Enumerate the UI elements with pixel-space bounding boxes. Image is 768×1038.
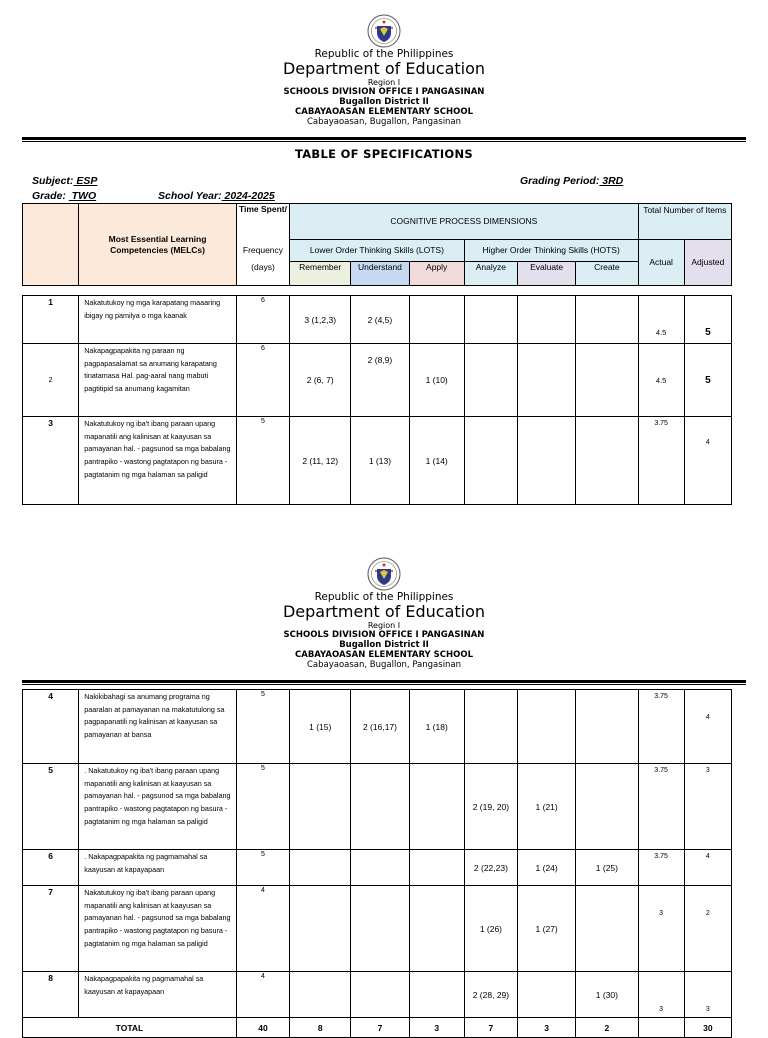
adjusted-cell: 4 bbox=[684, 690, 731, 764]
grade-label: Grade: bbox=[32, 190, 66, 202]
row-number: 6 bbox=[23, 850, 79, 886]
table-row bbox=[23, 972, 732, 1018]
table-row bbox=[23, 850, 732, 886]
adjusted-cell: 5 bbox=[684, 296, 731, 344]
understand-cell bbox=[351, 972, 409, 1018]
header-divider-thin bbox=[22, 684, 746, 685]
evaluate-cell: 1 (24) bbox=[518, 850, 576, 886]
days-cell: 5 bbox=[236, 850, 289, 886]
page1-letterhead bbox=[0, 14, 768, 127]
analyze-cell: 1 (26) bbox=[464, 886, 517, 972]
evaluate-cell: 1 (21) bbox=[518, 764, 576, 850]
actual-cell: 3 bbox=[638, 972, 684, 1018]
days-header: (days) bbox=[236, 262, 289, 286]
page2-letterhead bbox=[0, 557, 768, 670]
apply-cell bbox=[409, 296, 464, 344]
district-text: Bugallon District II bbox=[339, 640, 429, 650]
melc-header: Most Essential Learning Competencies (MELCs) bbox=[79, 204, 237, 286]
actual-cell: 3.75 bbox=[638, 850, 684, 886]
lots-header: Lower Order Thinking Skills (LOTS) bbox=[290, 240, 465, 262]
table-row bbox=[23, 764, 732, 850]
row-number: 8 bbox=[23, 972, 79, 1018]
division-text: SCHOOLS DIVISION OFFICE I PANGASINAN bbox=[283, 630, 485, 640]
subject-label: Subject: bbox=[32, 175, 74, 187]
evaluate-cell bbox=[518, 417, 576, 505]
evaluate-cell bbox=[518, 296, 576, 344]
remember-cell bbox=[290, 886, 351, 972]
melc-cell: . Nakatutukoy ng iba't ibang paraan upang mapanatili ang kalinisan at kaayusan sa pamayanan hal. - pagsunod sa mga babalang pantrapiko - wastong pagtatapon ng basura - pagtatanim ng mga halaman sa paligid bbox=[79, 764, 237, 850]
melc-cell: Nakatutukoy ng iba't ibang paraan upang mapanatili ang kalinisan at kaayusan sa pamayanan hal. - pagsunod sa mga babalang pantrapiko - wastong pagtatapon ng basura - pagtatanim ng mga halaman sa paligid bbox=[79, 886, 237, 972]
header-divider bbox=[22, 680, 746, 683]
apply-cell bbox=[409, 886, 464, 972]
region-text: Region I bbox=[367, 621, 401, 630]
total-actual bbox=[638, 1018, 684, 1038]
melc-cell: Nakatutukoy ng mga karapatang maaaring ibigay ng pamilya o mga kaanak bbox=[79, 296, 237, 344]
remember-cell bbox=[290, 764, 351, 850]
actual-cell: 4.5 bbox=[638, 344, 684, 417]
table-row bbox=[23, 690, 732, 764]
total-understand: 7 bbox=[351, 1018, 409, 1038]
adjusted-header: Adjusted bbox=[684, 240, 731, 286]
understand-cell bbox=[351, 764, 409, 850]
deped-seal-logo bbox=[367, 557, 401, 591]
school-year-value: 2024-2025 bbox=[221, 190, 275, 202]
analyze-cell bbox=[464, 344, 517, 417]
row-number: 4 bbox=[23, 690, 79, 764]
days-cell: 5 bbox=[236, 690, 289, 764]
grade-line bbox=[32, 190, 96, 202]
create-cell: 1 (30) bbox=[576, 972, 638, 1018]
understand-cell: 2 (8,9) bbox=[351, 344, 409, 417]
days-cell: 6 bbox=[236, 296, 289, 344]
remember-cell bbox=[290, 850, 351, 886]
create-header: Create bbox=[576, 262, 638, 286]
apply-header: Apply bbox=[409, 262, 464, 286]
days-cell: 4 bbox=[236, 886, 289, 972]
analyze-cell: 2 (28, 29) bbox=[464, 972, 517, 1018]
adjusted-cell: 4 bbox=[684, 850, 731, 886]
total-create: 2 bbox=[576, 1018, 638, 1038]
hots-header: Higher Order Thinking Skills (HOTS) bbox=[464, 240, 638, 262]
adjusted-cell: 5 bbox=[684, 344, 731, 417]
adjusted-cell: 2 bbox=[684, 886, 731, 972]
remember-cell: 2 (6, 7) bbox=[290, 344, 351, 417]
school-text: CABAYAOASAN ELEMENTARY SCHOOL bbox=[295, 650, 473, 660]
adjusted-cell: 4 bbox=[684, 417, 731, 505]
analyze-cell: 2 (19, 20) bbox=[464, 764, 517, 850]
days-cell: 5 bbox=[236, 764, 289, 850]
create-cell bbox=[576, 764, 638, 850]
analyze-cell bbox=[464, 417, 517, 505]
melc-cell: Nakapagpapakita ng paraan ng pagpapasalamat sa anumang karapatang tinatamasa Hal. pag-aaral nang mabuti pagtitipid sa anumang kagamitan bbox=[79, 344, 237, 417]
create-cell bbox=[576, 886, 638, 972]
understand-cell: 2 (16,17) bbox=[351, 690, 409, 764]
understand-cell: 1 (13) bbox=[351, 417, 409, 505]
remember-cell bbox=[290, 972, 351, 1018]
apply-cell: 1 (14) bbox=[409, 417, 464, 505]
evaluate-cell: 1 (27) bbox=[518, 886, 576, 972]
deped-seal-logo bbox=[367, 14, 401, 48]
republic-text: Republic of the Philippines bbox=[314, 591, 454, 603]
subject-value: ESP bbox=[73, 175, 98, 187]
row-number: 5 bbox=[23, 764, 79, 850]
create-cell bbox=[576, 296, 638, 344]
grading-period-value: 3RD bbox=[599, 175, 624, 187]
tos-table-page1 bbox=[22, 203, 732, 505]
evaluate-cell bbox=[518, 690, 576, 764]
analyze-cell bbox=[464, 690, 517, 764]
subject-line bbox=[32, 175, 97, 187]
school-year-label: School Year: bbox=[158, 190, 222, 202]
actual-cell: 4.5 bbox=[638, 296, 684, 344]
apply-cell bbox=[409, 972, 464, 1018]
evaluate-cell bbox=[518, 972, 576, 1018]
no-header bbox=[23, 204, 79, 286]
total-apply: 3 bbox=[409, 1018, 464, 1038]
melc-cell: Nakatutukoy ng iba't ibang paraan upang mapanatili ang kalinisan at kaayusan sa pamayanan hal. - pagsunod sa mga babalang pantrapiko - wastong pagtatapon ng basura - pagtatanim ng mga halaman sa paligid bbox=[79, 417, 237, 505]
total-days: 40 bbox=[236, 1018, 289, 1038]
days-cell: 5 bbox=[236, 417, 289, 505]
address-text: Cabayaoasan, Bugallon, Pangasinan bbox=[306, 117, 462, 127]
actual-cell: 3.75 bbox=[638, 764, 684, 850]
grading-period-label: Grading Period: bbox=[520, 175, 600, 187]
row-number: 3 bbox=[23, 417, 79, 505]
department-text: Department of Education bbox=[282, 59, 486, 78]
total-remember: 8 bbox=[290, 1018, 351, 1038]
apply-cell: 1 (18) bbox=[409, 690, 464, 764]
school-year-line bbox=[158, 190, 275, 202]
time-spent-header: Time Spent/ bbox=[236, 204, 289, 240]
melc-cell: . Nakapagpapakita ng pagmamahal sa kaayusan at kapayapaan bbox=[79, 850, 237, 886]
days-cell: 4 bbox=[236, 972, 289, 1018]
header-divider-thin bbox=[22, 141, 746, 142]
adjusted-cell: 3 bbox=[684, 764, 731, 850]
understand-cell bbox=[351, 850, 409, 886]
total-items-header: Total Number of Items bbox=[638, 204, 731, 240]
melc-cell: Nakikibahagi sa anumang programa ng paaralan at pamayanan na makatutulong sa pagpapanatili ng kalinisan at kaayusan sa pamayanan at bansa bbox=[79, 690, 237, 764]
understand-cell bbox=[351, 886, 409, 972]
total-evaluate: 3 bbox=[518, 1018, 576, 1038]
header-divider bbox=[22, 137, 746, 140]
actual-cell: 3 bbox=[638, 886, 684, 972]
analyze-cell: 2 (22,23) bbox=[464, 850, 517, 886]
table-row bbox=[23, 417, 732, 505]
school-text: CABAYAOASAN ELEMENTARY SCHOOL bbox=[295, 107, 473, 117]
address-text: Cabayaoasan, Bugallon, Pangasinan bbox=[306, 660, 462, 670]
actual-header: Actual bbox=[638, 240, 684, 286]
total-analyze: 7 bbox=[464, 1018, 517, 1038]
frequency-header: Frequency bbox=[236, 240, 289, 262]
analyze-header: Analyze bbox=[464, 262, 517, 286]
spacer-row bbox=[23, 286, 732, 296]
table-row bbox=[23, 344, 732, 417]
create-cell bbox=[576, 417, 638, 505]
cpd-header: COGNITIVE PROCESS DIMENSIONS bbox=[290, 204, 638, 240]
row-number: 7 bbox=[23, 886, 79, 972]
table-row bbox=[23, 886, 732, 972]
remember-cell: 2 (11, 12) bbox=[290, 417, 351, 505]
analyze-cell bbox=[464, 296, 517, 344]
apply-cell bbox=[409, 850, 464, 886]
total-label: TOTAL bbox=[23, 1018, 237, 1038]
adjusted-cell: 3 bbox=[684, 972, 731, 1018]
tos-table-page2 bbox=[22, 689, 732, 1038]
total-adjusted: 30 bbox=[684, 1018, 731, 1038]
grade-value: TWO bbox=[68, 190, 97, 202]
create-cell: 1 (25) bbox=[576, 850, 638, 886]
remember-cell: 3 (1,2,3) bbox=[290, 296, 351, 344]
republic-text: Republic of the Philippines bbox=[314, 48, 454, 60]
region-text: Region I bbox=[367, 78, 401, 87]
days-cell: 6 bbox=[236, 344, 289, 417]
grading-period-line bbox=[520, 175, 623, 187]
understand-header: Understand bbox=[351, 262, 409, 286]
apply-cell: 1 (10) bbox=[409, 344, 464, 417]
row-number: 1 bbox=[23, 296, 79, 344]
table-row bbox=[23, 296, 732, 344]
understand-cell: 2 (4,5) bbox=[351, 296, 409, 344]
create-cell bbox=[576, 690, 638, 764]
remember-header: Remember bbox=[290, 262, 351, 286]
create-cell bbox=[576, 344, 638, 417]
document-title: TABLE OF SPECIFICATIONS bbox=[294, 147, 473, 161]
apply-cell bbox=[409, 764, 464, 850]
row-number: 2 bbox=[23, 344, 79, 417]
division-text: SCHOOLS DIVISION OFFICE I PANGASINAN bbox=[283, 87, 485, 97]
total-row bbox=[23, 1018, 732, 1038]
department-text: Department of Education bbox=[282, 602, 486, 621]
actual-cell: 3.75 bbox=[638, 417, 684, 505]
remember-cell: 1 (15) bbox=[290, 690, 351, 764]
district-text: Bugallon District II bbox=[339, 97, 429, 107]
actual-cell: 3.75 bbox=[638, 690, 684, 764]
evaluate-cell bbox=[518, 344, 576, 417]
evaluate-header: Evaluate bbox=[518, 262, 576, 286]
melc-cell: Nakapagpapakita ng pagmamahal sa kaayusan at kapayapaan bbox=[79, 972, 237, 1018]
